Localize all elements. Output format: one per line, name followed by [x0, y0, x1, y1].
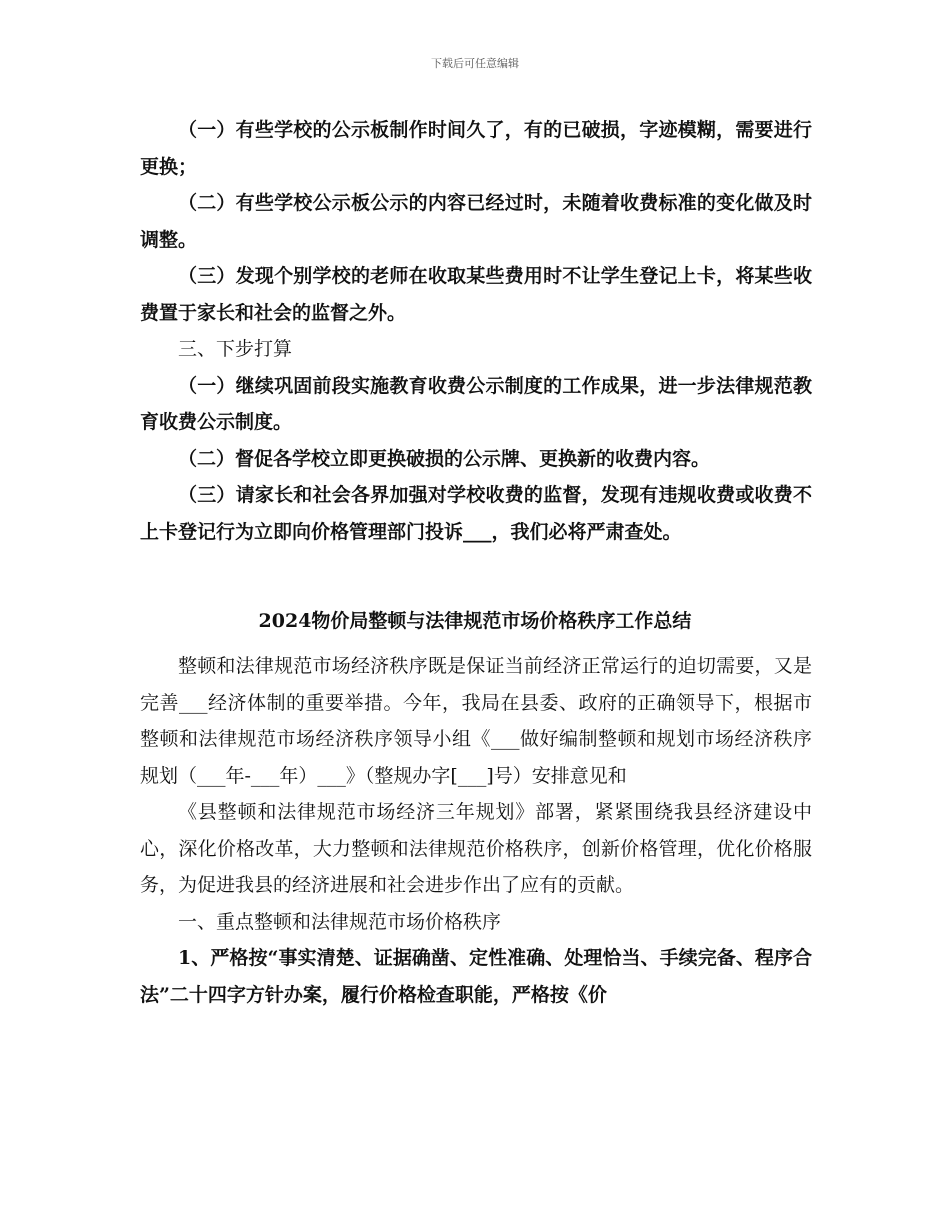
paragraph: （一）有些学校的公示板制作时间久了，有的已破损，字迹模糊，需要进行更换；	[140, 119, 812, 178]
section-summary-content	[140, 648, 812, 1013]
paragraph: 1、严格按“事实清楚、证据确凿、定性准确、处理恰当、手续完备、程序合法”二十四字方针办案，履行价格检查职能，严格按《价	[140, 947, 812, 1006]
paragraph: （二）督促各学校立即更换破损的公示牌、更换新的收费内容。	[178, 447, 711, 470]
paragraph: 整顿和法律规范市场经济秩序既是保证当前经济正常运行的迫切需要，又是完善___经济体制的重要举措。今年，我局在县委、政府的正确领导下，根据市整顿和法律规范市场经济秩序领导小组《___做好编制整顿和规划市场经济秩序规划（___年-___年）___》（整规办字[___]号）安排意见和	[140, 655, 812, 787]
document-title: 2024物价局整顿与法律规范市场价格秩序工作总结	[258, 610, 692, 632]
section-previous-content	[140, 112, 812, 550]
paragraph: （二）有些学校公示板公示的内容已经过时，未随着收费标准的变化做及时调整。	[140, 192, 812, 251]
page-header-note: 下载后可任意编辑	[431, 57, 519, 70]
section-heading: 一、重点整顿和法律规范市场价格秩序	[178, 910, 502, 933]
paragraph: （三）发现个别学校的老师在收取某些费用时不让学生登记上卡，将某些收费置于家长和社会的监督之外。	[140, 265, 812, 324]
paragraph: 《县整顿和法律规范市场经济三年规划》部署，紧紧围绕我县经济建设中心，深化价格改革，大力整顿和法律规范价格秩序，创新价格管理，优化价格服务，为促进我县的经济进展和社会进步作出了应有的贡献。	[140, 801, 812, 896]
paragraph: （一）继续巩固前段实施教育收费公示制度的工作成果，进一步法律规范教育收费公示制度。	[140, 374, 812, 433]
paragraph: （三）请家长和社会各界加强对学校收费的监督，发现有违规收费或收费不上卡登记行为立即向价格管理部门投诉___，我们必将严肃查处。	[140, 484, 812, 543]
section-heading: 三、下步打算	[178, 338, 293, 360]
